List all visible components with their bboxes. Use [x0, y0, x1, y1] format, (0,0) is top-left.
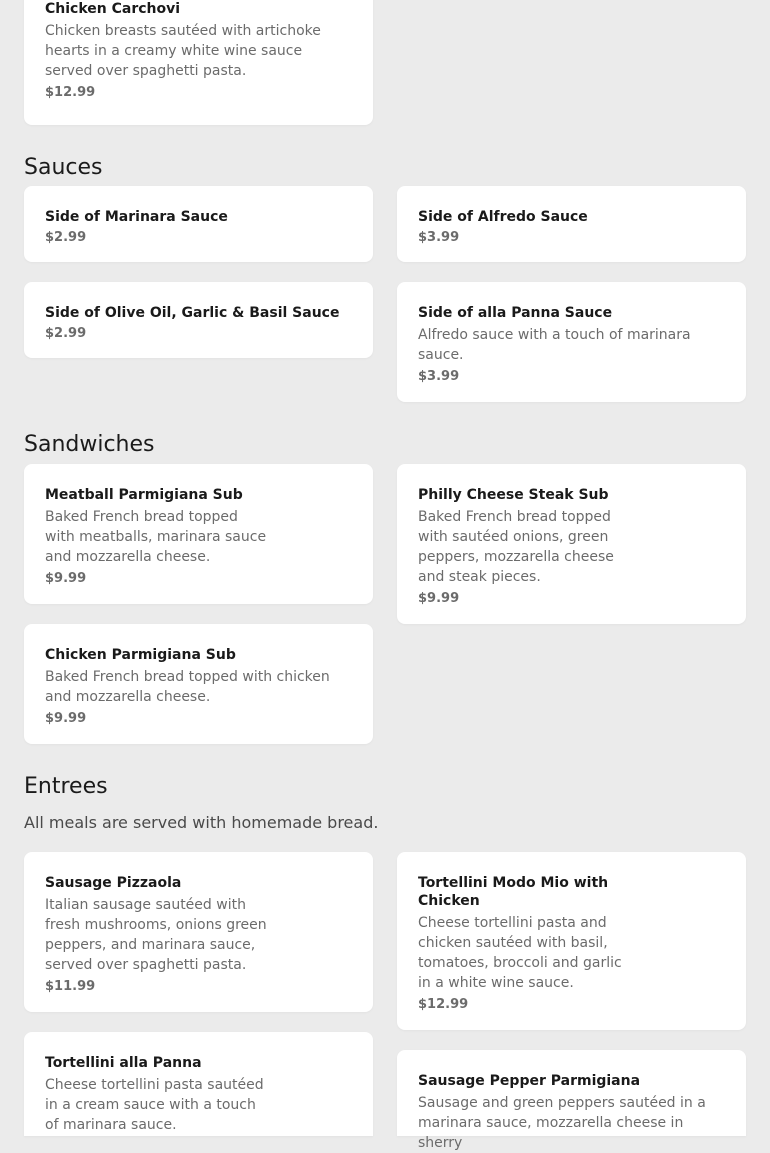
item-description: Sausage and green peppers sautéed in a marinara sauce, mozzarella cheese in sherry [418, 1095, 706, 1151]
item-price: $9.99 [45, 711, 87, 726]
menu-item-card-side-marinara[interactable] [24, 186, 373, 262]
item-name: Chicken Parmigiana Sub [45, 647, 236, 663]
section-title-entrees: Entrees [24, 774, 108, 799]
item-price: $2.99 [45, 230, 87, 245]
item-price: $11.99 [45, 979, 96, 994]
item-description: Cheese tortellini pasta and chicken sautéed with basil, tomatoes, broccoli and garlic in a white wine sauce. [418, 915, 622, 991]
item-name: Meatball Parmigiana Sub [45, 487, 243, 503]
menu-item-card-side-alla-panna[interactable] [397, 282, 746, 402]
menu-item-card-sausage-pepper-parmigiana[interactable] [397, 1050, 746, 1151]
item-description: Italian sausage sautéed with fresh mushrooms, onions green peppers, and marinara sauce, served over spaghetti pasta. [45, 897, 267, 973]
menu-item-card-tortellini-alla-panna[interactable] [24, 1032, 373, 1136]
item-name: Side of Alfredo Sauce [418, 209, 588, 225]
menu-item-card-side-olive-oil[interactable] [24, 282, 373, 358]
menu-item-card-side-alfredo[interactable] [397, 186, 746, 262]
item-name: Sausage Pizzaola [45, 875, 182, 891]
item-description: Baked French bread topped with meatballs, marinara sauce and mozzarella cheese. [45, 509, 267, 565]
item-price: $2.99 [45, 326, 87, 341]
item-description: Baked French bread topped with sautéed onions, green peppers, mozzarella cheese and steak pieces. [418, 509, 614, 585]
menu-item-card-chicken-carchovi[interactable] [24, 0, 373, 125]
item-price: $3.99 [418, 369, 460, 384]
item-name: Side of Marinara Sauce [45, 209, 228, 225]
section-title-sauces: Sauces [24, 155, 103, 180]
item-name: Sausage Pepper Parmigiana [418, 1073, 641, 1089]
item-description: Baked French bread topped with chicken and mozzarella cheese. [45, 669, 330, 705]
item-description: Cheese tortellini pasta sautéed in a cream sauce with a touch of marinara sauce. [45, 1077, 264, 1133]
item-name: Tortellini alla Panna [45, 1055, 202, 1071]
item-name: Tortellini Modo Mio with Chicken [418, 875, 609, 909]
item-description: Chicken breasts sautéed with artichoke hearts in a creamy white wine sauce served over spaghetti pasta. [45, 23, 321, 79]
section-note-entrees: All meals are served with homemade bread. [24, 813, 379, 832]
menu-item-card-tortellini-modo-mio[interactable] [397, 852, 746, 1030]
item-price: $9.99 [418, 591, 460, 606]
menu-item-card-sausage-pizzaola[interactable] [24, 852, 373, 1012]
item-price: $12.99 [45, 85, 96, 100]
item-name: Chicken Carchovi [45, 1, 181, 17]
item-name: Side of alla Panna Sauce [418, 305, 613, 321]
item-name: Side of Olive Oil, Garlic & Basil Sauce [45, 305, 340, 321]
menu-item-card-meatball-sub[interactable] [24, 464, 373, 604]
item-price: $12.99 [418, 997, 469, 1012]
menu-item-card-chicken-parm-sub[interactable] [24, 624, 373, 744]
menu-item-card-philly-cheese-steak[interactable] [397, 464, 746, 624]
item-price: $9.99 [45, 571, 87, 586]
section-title-sandwiches: Sandwiches [24, 432, 155, 457]
item-description: Alfredo sauce with a touch of marinara sauce. [418, 327, 691, 363]
item-name: Philly Cheese Steak Sub [418, 487, 609, 503]
item-price: $3.99 [418, 230, 460, 245]
